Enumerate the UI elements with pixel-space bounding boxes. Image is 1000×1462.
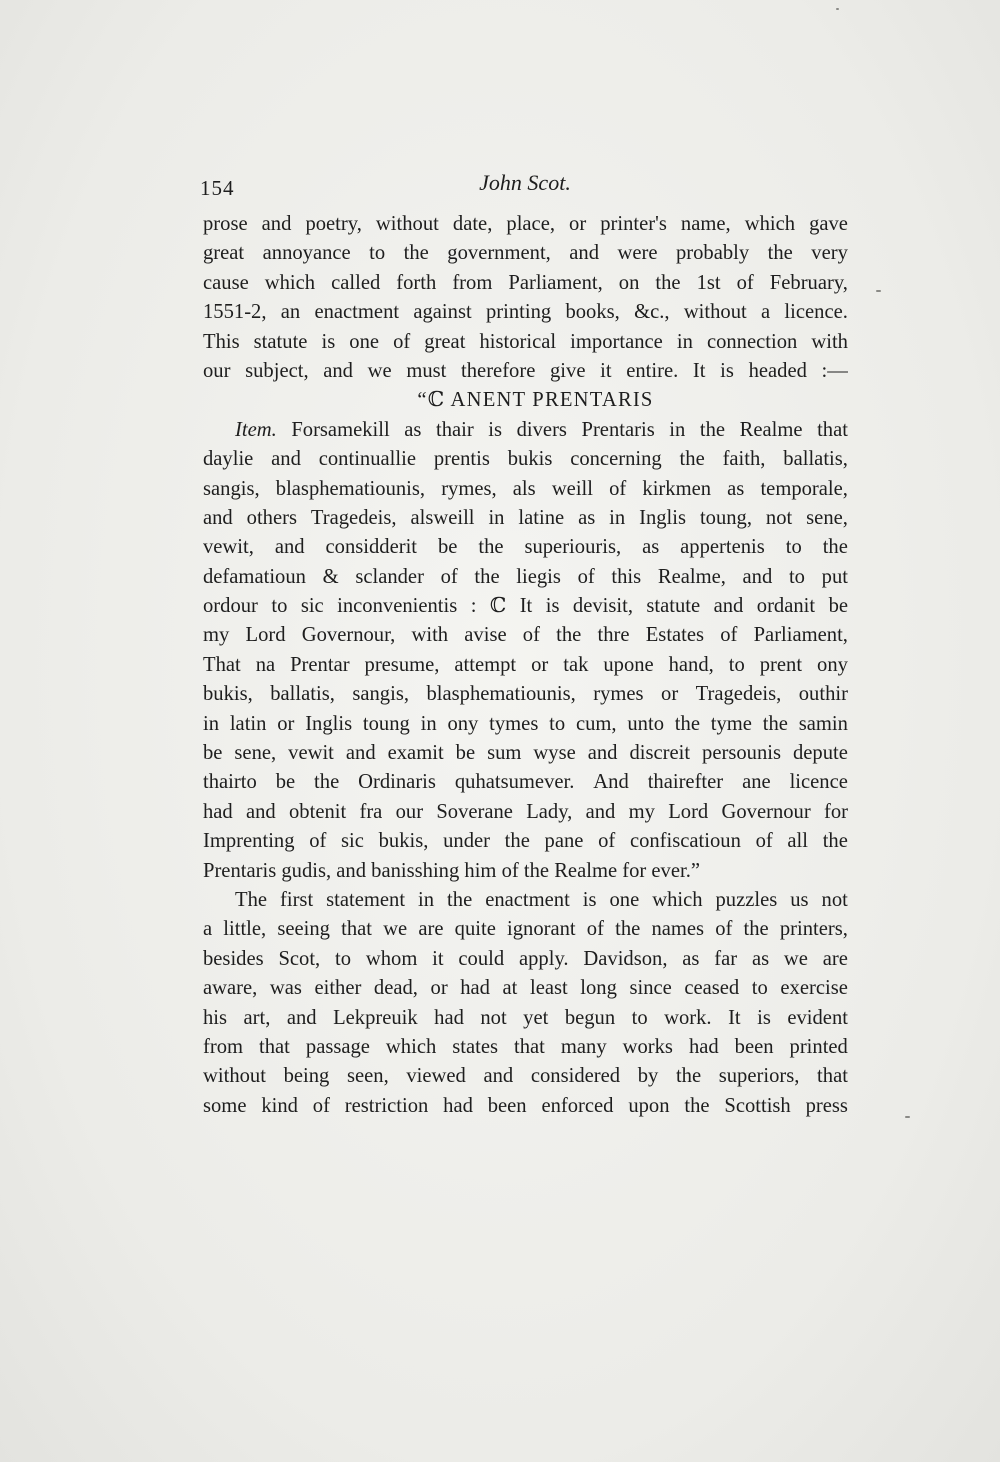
text-line: cause which called forth from Parliament, on the 1st of February, (203, 271, 848, 294)
text-line: Item. Forsamekill as thair is divers Prentaris in the Realme that (203, 416, 848, 445)
text-line: That na Prentar presume, attempt or tak upone hand, to prent ony (203, 653, 848, 676)
running-title: John Scot. (479, 170, 571, 195)
page-header (200, 170, 850, 204)
text-line: The first statement in the enactment is one which puzzles us not (235, 888, 848, 911)
text-line: besides Scot, to whom it could apply. Davidson, as far as we are (203, 947, 848, 970)
page-number: 154 (200, 176, 235, 200)
paragraph-2 (203, 886, 848, 1121)
body-text (203, 210, 848, 1121)
text-line: sangis, blasphematiounis, rymes, als weill of kirkmen as temporale, (203, 477, 848, 500)
text-line: 1551-2, an enactment against printing books, &c., without a licence. (203, 301, 848, 324)
text-line: had and obtenit fra our Soverane Lady, and my Lord Governour for (203, 800, 848, 823)
text-line: some kind of restriction had been enforced upon the Scottish press (203, 1094, 848, 1117)
text-line: thairto be the Ordinaris quhatsumever. And thairefter ane licence (203, 771, 848, 794)
text-line: ordour to sic inconvenientis : ℂ It is devisit, statute and ordanit be (203, 595, 848, 618)
text-line: in latin or Inglis toung in ony tymes to cum, unto the tyme the samin (203, 712, 848, 735)
text-line: aware, was either dead, or had at least long since ceased to exercise (203, 977, 848, 1000)
paragraph-1 (203, 210, 848, 386)
text-line: vewit, and considderit be the superiouris, as appertenis to the (203, 536, 848, 559)
paper-speck (905, 1116, 910, 1118)
text-line: from that passage which states that many works had been printed (203, 1035, 848, 1058)
text-line: Prentaris gudis, and banisshing him of the Realme for ever.” (203, 859, 700, 882)
text-line: Imprenting of sic bukis, under the pane of confiscatioun of all the (203, 830, 848, 853)
paper-speck (876, 290, 881, 292)
item-label: Item. (235, 418, 277, 441)
text-line: This statute is one of great historical importance in connection with (203, 330, 848, 353)
text-line: daylie and continuallie prentis bukis concerning the faith, ballatis, (203, 448, 848, 471)
text-line: his art, and Lekpreuik had not yet begun to work. It is evident (203, 1006, 848, 1029)
paper-speck (836, 8, 839, 10)
statute-heading: “ℂ ANENT PRENTARIS (417, 389, 654, 412)
text-line: bukis, ballatis, sangis, blasphematiounis, rymes or Tragedeis, outhir (203, 683, 848, 706)
text-line: my Lord Governour, with avise of the thre Estates of Parliament, (203, 624, 848, 647)
text-line: and others Tragedeis, alsweill in latine as in Inglis toung, not sene, (203, 506, 848, 529)
text-line: a little, seeing that we are quite ignorant of the names of the printers, (203, 918, 848, 941)
text-line: great annoyance to the government, and were probably the very (203, 242, 848, 265)
text-line: defamatioun & sclander of the liegis of this Realme, and to put (203, 565, 848, 588)
text-line: prose and poetry, without date, place, or printer's name, which gave (203, 213, 848, 235)
text-line: be sene, vewit and examit be sum wyse and discreit persounis depute (203, 742, 848, 765)
text-line: our subject, and we must therefore give it entire. It is headed :— (203, 359, 848, 382)
text-line: without being seen, viewed and considered by the superiors, that (203, 1065, 848, 1088)
statute-text (203, 416, 848, 886)
